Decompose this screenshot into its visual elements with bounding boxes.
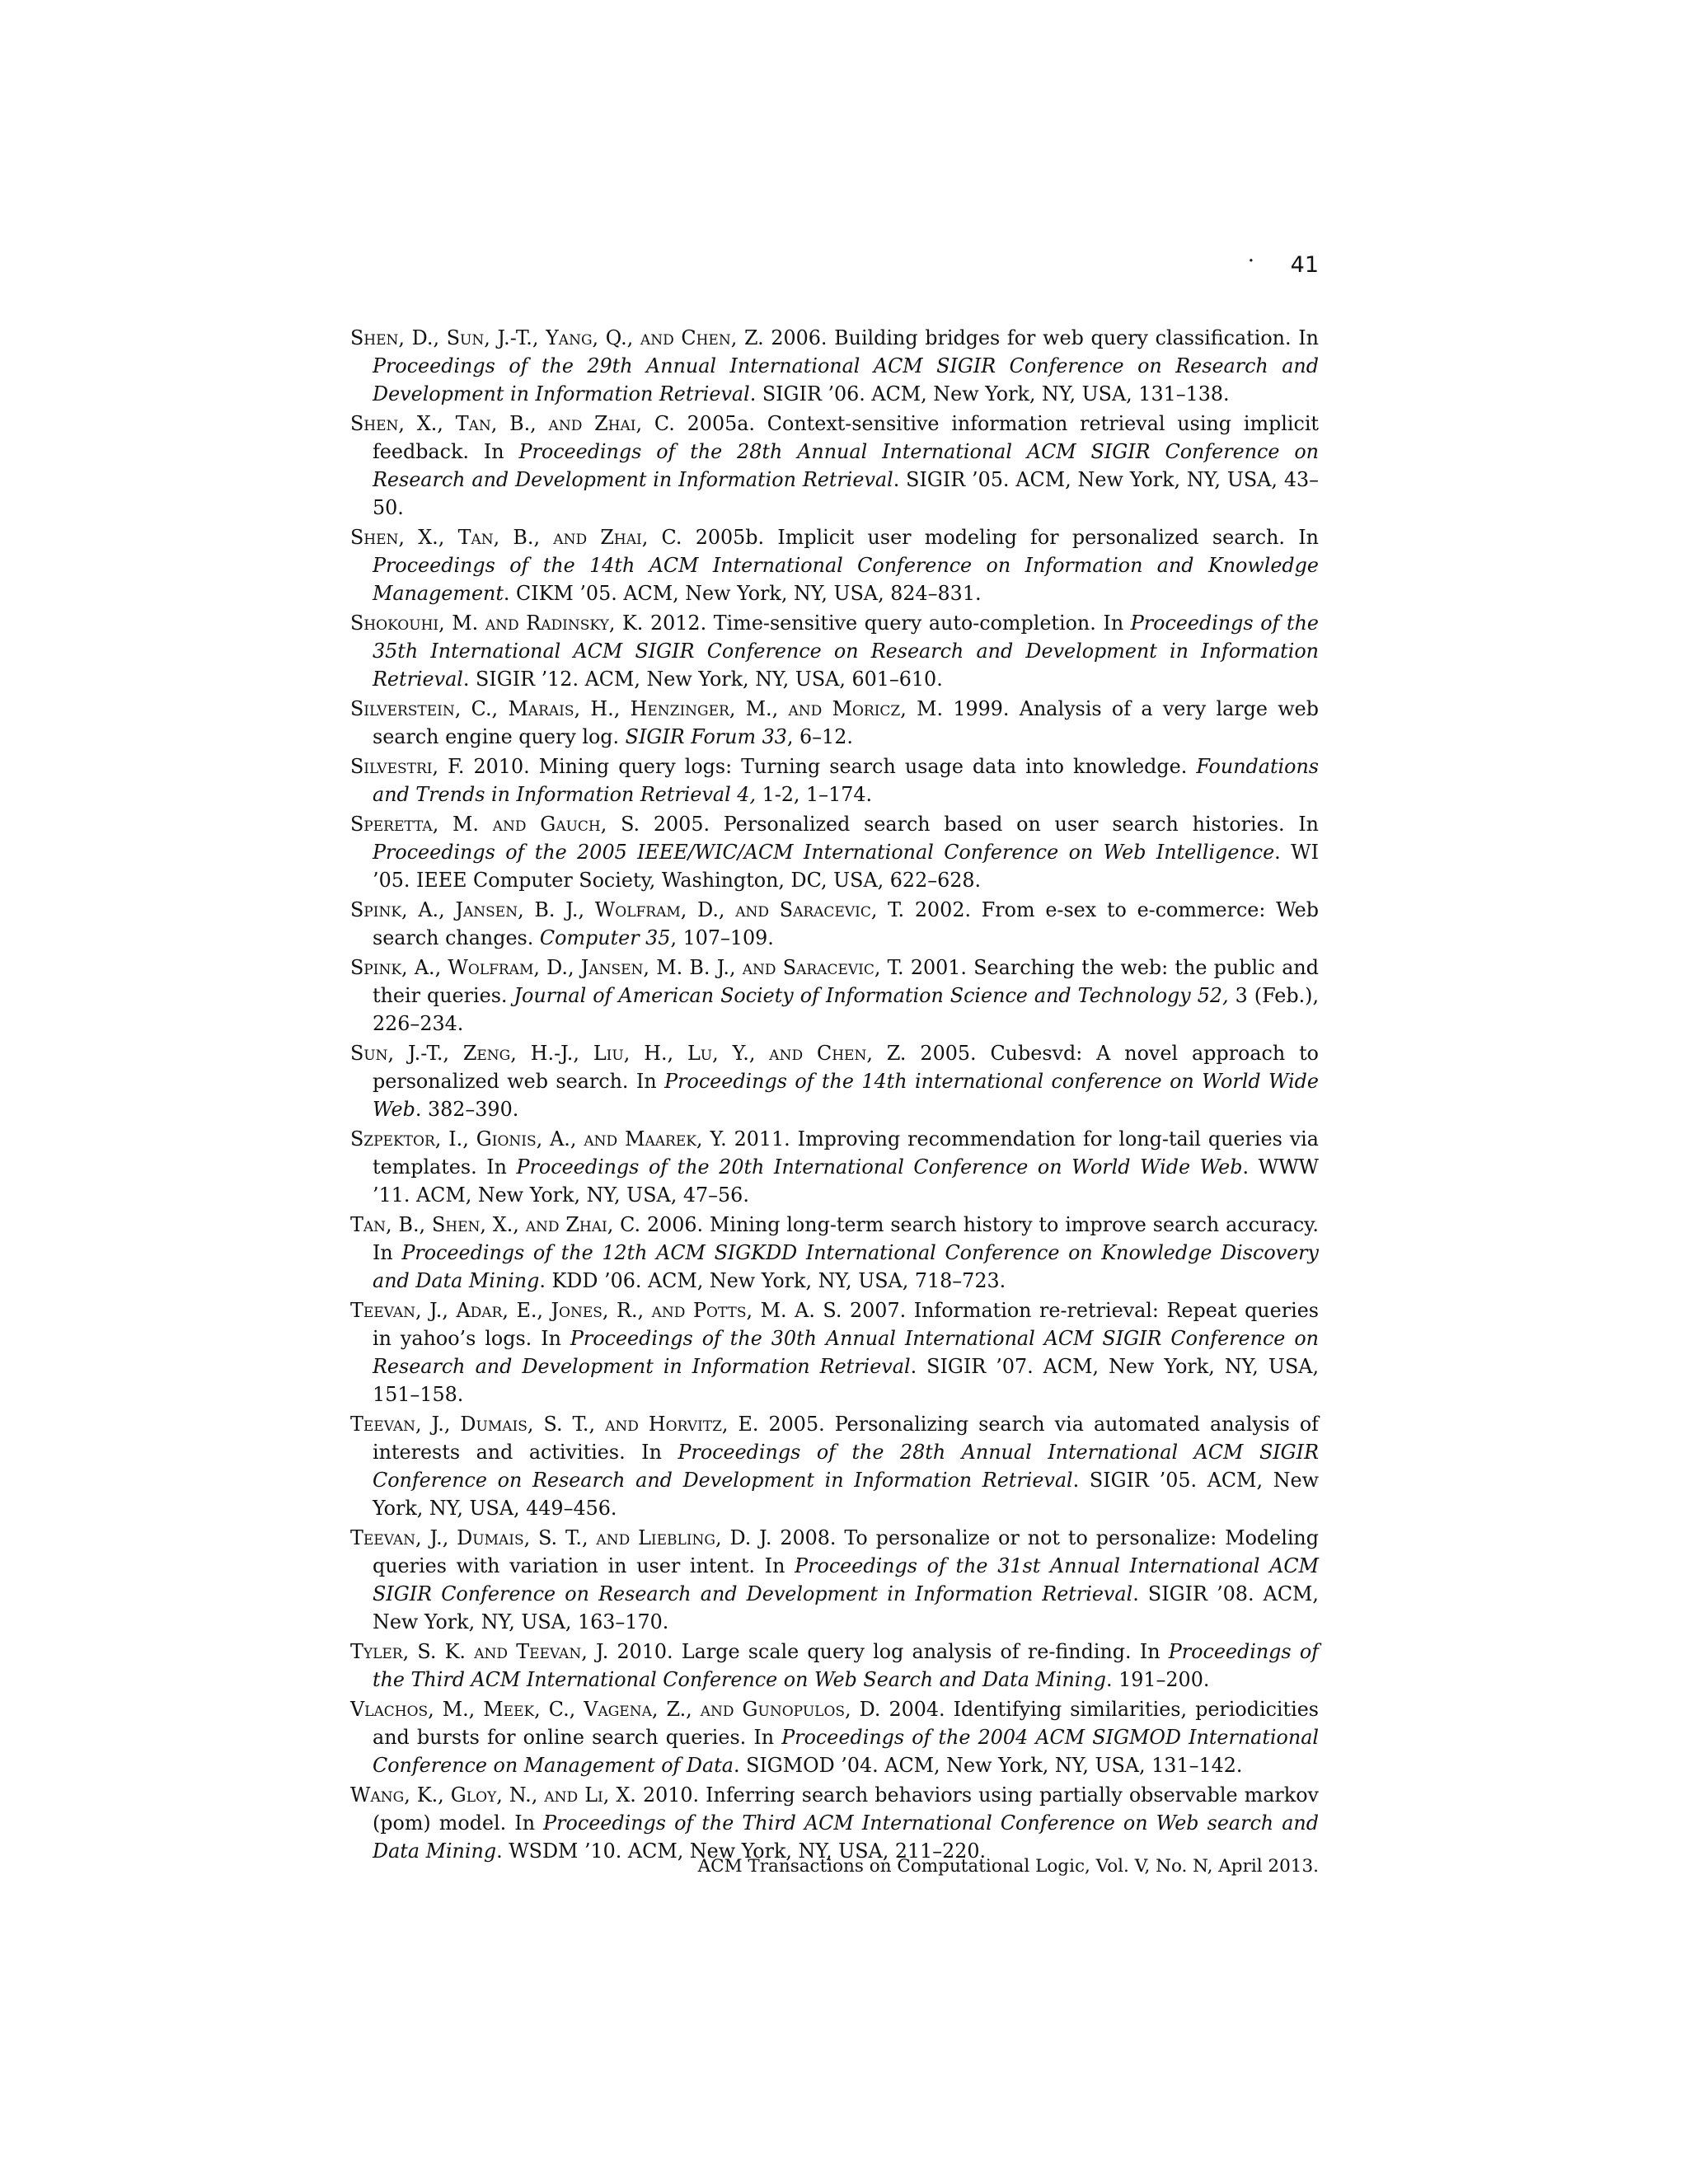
reference-text: 2002. From e-sex to e-commerce: Web search changes. — [373, 898, 1319, 949]
reference-venue: Proceedings of the 12th ACM SIGKDD International Conference on Knowledge Discovery and Data Mining — [373, 1241, 1319, 1292]
reference-venue: Computer 35 — [539, 926, 671, 949]
reference-text: 2006. Mining long-term search history to improve search accuracy. In — [373, 1213, 1319, 1264]
reference-venue: Proceedings of the 28th Annual International ACM SIGIR Conference on Research and Development in Information Retrieval — [373, 1441, 1319, 1492]
reference-authors: Silvestri, F. — [350, 755, 465, 778]
reference-details: 3 (Feb.), 226–234. — [373, 984, 1320, 1035]
reference-details: . SIGIR ’12. ACM, New York, NY, USA, 601–610. — [462, 668, 943, 691]
reference-text: 2007. Information re-retrieval: Repeat queries in yahoo’s logs. In — [373, 1299, 1319, 1350]
reference-authors: Shokouhi, M. and Radinsky, K. — [350, 612, 644, 635]
reference-entry — [350, 752, 1319, 808]
reference-text: 2001. Searching the web: the public and their queries. — [373, 956, 1319, 1007]
reference-details: . SIGMOD ’04. ACM, New York, NY, USA, 131–142. — [733, 1754, 1243, 1777]
reference-entry — [350, 1410, 1319, 1522]
reference-venue: Proceedings of the 2004 ACM SIGMOD International Conference on Management of Data — [373, 1726, 1319, 1777]
reference-details: . SIGIR ’06. ACM, New York, NY, USA, 131–138. — [749, 382, 1230, 405]
reference-venue: Proceedings of the 35th International ACM SIGIR Conference on Research and Development in Information Retrieval — [373, 612, 1319, 691]
reference-venue: Proceedings of the 31st Annual International ACM SIGIR Conference on Research and Development in Information Retrieval — [373, 1554, 1319, 1605]
reference-entry — [350, 1125, 1319, 1209]
reference-authors: Spink, A., Wolfram, D., Jansen, M. B. J., and Saracevic, T. — [350, 956, 904, 979]
reference-text: 2005. Personalizing search via automated analysis of interests and activities. In — [373, 1413, 1319, 1464]
reference-entry — [350, 1039, 1319, 1123]
reference-authors: Shen, D., Sun, J.-T., Yang, Q., and Chen, Z. — [350, 326, 764, 349]
reference-entry — [350, 410, 1319, 522]
reference-text: 2005a. Context-sensitive information retrieval using implicit feedback. In — [373, 412, 1319, 463]
reference-authors: Szpektor, I., Gionis, A., and Maarek, Y. — [350, 1127, 727, 1151]
reference-entry — [350, 1296, 1319, 1408]
reference-details: . WSDM ’10. ACM, New York, NY, USA, 211–220. — [496, 1840, 987, 1863]
reference-text: 2006. Building bridges for web query classification. In — [763, 326, 1319, 349]
reference-venue: Proceedings of the 2005 IEEE/WIC/ACM International Conference on Web Intelligence — [373, 841, 1275, 864]
reference-text: 2010. Mining query logs: Turning search usage data into knowledge. — [464, 755, 1197, 778]
reference-entry — [350, 695, 1319, 751]
reference-authors: Speretta, M. and Gauch, S. — [350, 813, 640, 836]
reference-entry — [350, 609, 1319, 693]
reference-authors: Teevan, J., Dumais, S. T., and Liebling, D. J. — [350, 1526, 772, 1549]
reference-details: . KDD ’06. ACM, New York, NY, USA, 718–723. — [539, 1269, 1006, 1292]
reference-authors: Tan, B., Shen, X., and Zhai, C. — [350, 1213, 641, 1236]
reference-details: , 107–109. — [670, 926, 774, 949]
reference-entry — [350, 523, 1319, 607]
reference-venue: Proceedings of the Third ACM International Conference on Web search and Data Mining — [373, 1811, 1319, 1863]
reference-details: . CIKM ’05. ACM, New York, NY, USA, 824–831. — [503, 582, 982, 605]
reference-details: . WI ’05. IEEE Computer Society, Washington, DC, USA, 622–628. — [373, 841, 1319, 892]
reference-details: . SIGIR ’05. ACM, New York, NY, USA, 43–50. — [373, 468, 1320, 519]
reference-entry — [350, 810, 1319, 894]
reference-details: . SIGIR ’08. ACM, New York, NY, USA, 163–170. — [373, 1582, 1319, 1633]
reference-authors: Shen, X., Tan, B., and Zhai, C. — [350, 526, 682, 549]
reference-authors: Vlachos, M., Meek, C., Vagena, Z., and Gunopulos, D. — [350, 1698, 881, 1721]
reference-authors: Silverstein, C., Marais, H., Henzinger, M., and Moricz, M. — [350, 697, 944, 720]
reference-venue: Proceedings of the 14th ACM International Conference on Information and Knowledge Management — [373, 554, 1319, 605]
reference-venue: Proceedings of the 30th Annual International ACM SIGIR Conference on Research and Development in Information Retrieval — [373, 1327, 1320, 1378]
reference-list — [350, 324, 1319, 1867]
reference-entry — [350, 954, 1319, 1038]
reference-entry — [350, 896, 1319, 952]
reference-entry — [350, 1524, 1319, 1636]
reference-details: . 382–390. — [415, 1098, 519, 1121]
reference-text: 2005. Personalized search based on user search histories. In — [640, 813, 1320, 836]
reference-text: 2010. Large scale query log analysis of re-finding. In — [608, 1640, 1169, 1663]
reference-authors: Teevan, J., Dumais, S. T., and Horvitz, E. — [350, 1413, 759, 1436]
reference-venue: Foundations and Trends in Information Retrieval 4, — [373, 755, 1319, 806]
reference-venue: Proceedings of the 14th international conference on World Wide Web — [373, 1070, 1319, 1121]
reference-details: . SIGIR ’05. ACM, New York, NY, USA, 449–456. — [373, 1469, 1320, 1520]
header-dot: · — [1247, 249, 1254, 274]
reference-text: 1999. Analysis of a very large web search engine query log. — [373, 697, 1319, 748]
reference-text: 2008. To personalize or not to personalize: Modeling queries with variation in user intent. In — [373, 1526, 1319, 1577]
reference-authors: Spink, A., Jansen, B. J., Wolfram, D., and Saracevic, T. — [350, 898, 905, 921]
reference-entry — [350, 1781, 1319, 1865]
reference-entry — [350, 324, 1319, 408]
reference-details: , 6–12. — [786, 725, 853, 748]
reference-entry — [350, 1638, 1319, 1694]
reference-authors: Sun, J.-T., Zeng, H.-J., Liu, H., Lu, Y., and Chen, Z. — [350, 1042, 907, 1065]
reference-venue: Proceedings of the 29th Annual International ACM SIGIR Conference on Research and Development in Information Retrieval — [373, 354, 1319, 405]
reference-details: . SIGIR ’07. ACM, New York, NY, USA, 151–158. — [373, 1355, 1320, 1406]
reference-text: 2011. Improving recommendation for long-tail queries via templates. In — [373, 1127, 1319, 1179]
reference-venue: Proceedings of the 28th Annual International ACM SIGIR Conference on Research and Development in Information Retrieval — [373, 440, 1319, 491]
reference-text: 2004. Identifying similarities, periodicities and bursts for online search queries. In — [373, 1698, 1319, 1749]
page-number: 41 — [1290, 252, 1319, 278]
reference-entry — [350, 1211, 1319, 1295]
reference-text: 2010. Inferring search behaviors using partially observable markov (pom) model. In — [373, 1783, 1319, 1835]
reference-text: 2005. Cubesvd: A novel approach to personalized web search. In — [373, 1042, 1319, 1093]
reference-details: . 191–200. — [1105, 1668, 1210, 1691]
reference-text: 2012. Time-sensitive query auto-completion. In — [643, 612, 1131, 635]
reference-entry — [350, 1695, 1319, 1779]
reference-authors: Tyler, S. K. and Teevan, J. — [350, 1640, 609, 1663]
reference-venue: Proceedings of the Third ACM International Conference on Web Search and Data Mining — [373, 1640, 1319, 1691]
reference-authors: Shen, X., Tan, B., and Zhai, C. — [350, 412, 675, 435]
reference-venue: Journal of American Society of Information Science and Technology 52, — [513, 984, 1229, 1007]
reference-details: . WWW ’11. ACM, New York, NY, USA, 47–56. — [373, 1155, 1319, 1207]
running-header — [350, 249, 1319, 282]
reference-details: 1-2, 1–174. — [756, 783, 873, 806]
reference-authors: Teevan, J., Adar, E., Jones, R., and Potts, M. A. S. — [350, 1299, 842, 1322]
reference-text: 2005b. Implicit user modeling for personalized search. In — [682, 526, 1319, 549]
reference-authors: Wang, K., Gloy, N., and Li, X. — [350, 1783, 636, 1807]
reference-venue: SIGIR Forum 33 — [625, 725, 787, 748]
journal-footer: ACM Transactions on Computational Logic, Vol. V, No. N, April 2013. — [697, 1856, 1319, 1877]
reference-venue: Proceedings of the 20th International Conference on World Wide Web — [516, 1155, 1243, 1179]
